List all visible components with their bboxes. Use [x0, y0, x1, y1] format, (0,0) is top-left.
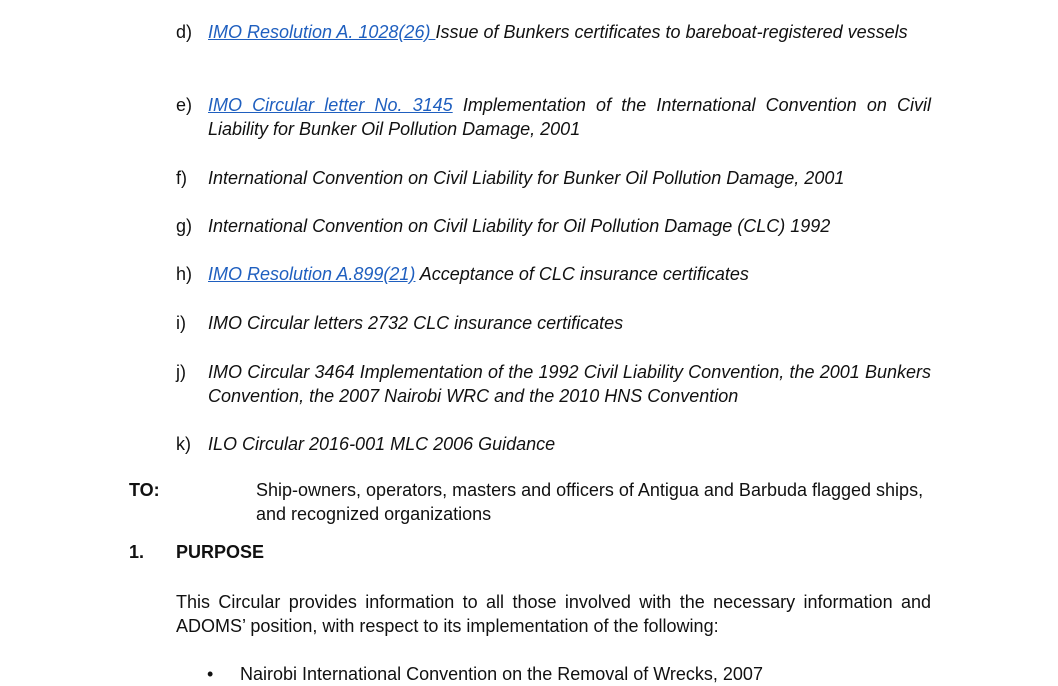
reference-text: ILO Circular 2016-001 MLC 2006 Guidance — [208, 434, 556, 454]
reference-link[interactable]: IMO Circular letter No. 3145 — [208, 95, 453, 115]
to-label: TO: — [129, 480, 160, 500]
reference-text: Acceptance of CLC insurance certificates — [415, 264, 749, 284]
bullet-marker: • — [207, 664, 214, 684]
reference-item-e — [176, 93, 931, 141]
reference-link[interactable]: IMO Resolution A. 1028(26) — [208, 22, 436, 42]
bullet-item-text: Nairobi International Convention on the Removal of Wrecks, 2007 — [240, 664, 763, 684]
reference-letter: i) — [176, 313, 186, 333]
section-title: PURPOSE — [176, 542, 265, 562]
reference-letter: j) — [176, 362, 186, 382]
reference-text: IMO Circular letters 2732 CLC insurance certificates — [208, 313, 624, 333]
reference-text: International Convention on Civil Liability for Oil Pollution Damage (CLC) 1992 — [208, 216, 831, 236]
reference-body — [208, 20, 931, 44]
reference-text: International Convention on Civil Liability for Bunker Oil Pollution Damage, 2001 — [208, 168, 845, 188]
reference-letter: g) — [176, 216, 193, 236]
reference-body — [208, 262, 931, 286]
reference-letter: k) — [176, 434, 191, 454]
reference-item-d — [176, 20, 931, 44]
to-recipients: Ship-owners, operators, masters and officers of Antigua and Barbuda flagged ships, and recognized organizations — [256, 480, 924, 524]
reference-text: IMO Circular 3464 Implementation of the 1992 Civil Liability Convention, the 2001 Bunkers Convention, the 2007 Nairobi WRC and the 2010 HNS Convention — [208, 362, 931, 406]
reference-item-k — [176, 432, 931, 456]
purpose-paragraph: This Circular provides information to all those involved with the necessary information and ADOMS’ position, with respect to its implementation of the following: — [176, 592, 931, 636]
reference-link[interactable]: IMO Resolution A.899(21) — [208, 264, 416, 284]
reference-item-j — [176, 360, 931, 408]
reference-item-g — [176, 214, 931, 238]
reference-letter: d) — [176, 22, 193, 42]
reference-body — [208, 166, 931, 190]
reference-body — [208, 432, 931, 456]
reference-item-f — [176, 166, 931, 190]
reference-body — [208, 214, 931, 238]
reference-item-i — [176, 311, 931, 335]
reference-text: Issue of Bunkers certificates to bareboat-registered vessels — [435, 22, 908, 42]
reference-letter: f) — [176, 168, 187, 188]
reference-body — [208, 311, 931, 335]
reference-text: Implementation of the International Convention on Civil Liability for Bunker Oil Pollution Damage, 2001 — [208, 95, 931, 139]
section-number: 1. — [129, 542, 145, 562]
reference-letter: h) — [176, 264, 193, 284]
reference-letter: e) — [176, 95, 193, 115]
reference-body — [208, 360, 931, 408]
reference-body — [208, 93, 931, 141]
reference-item-h — [176, 262, 931, 286]
